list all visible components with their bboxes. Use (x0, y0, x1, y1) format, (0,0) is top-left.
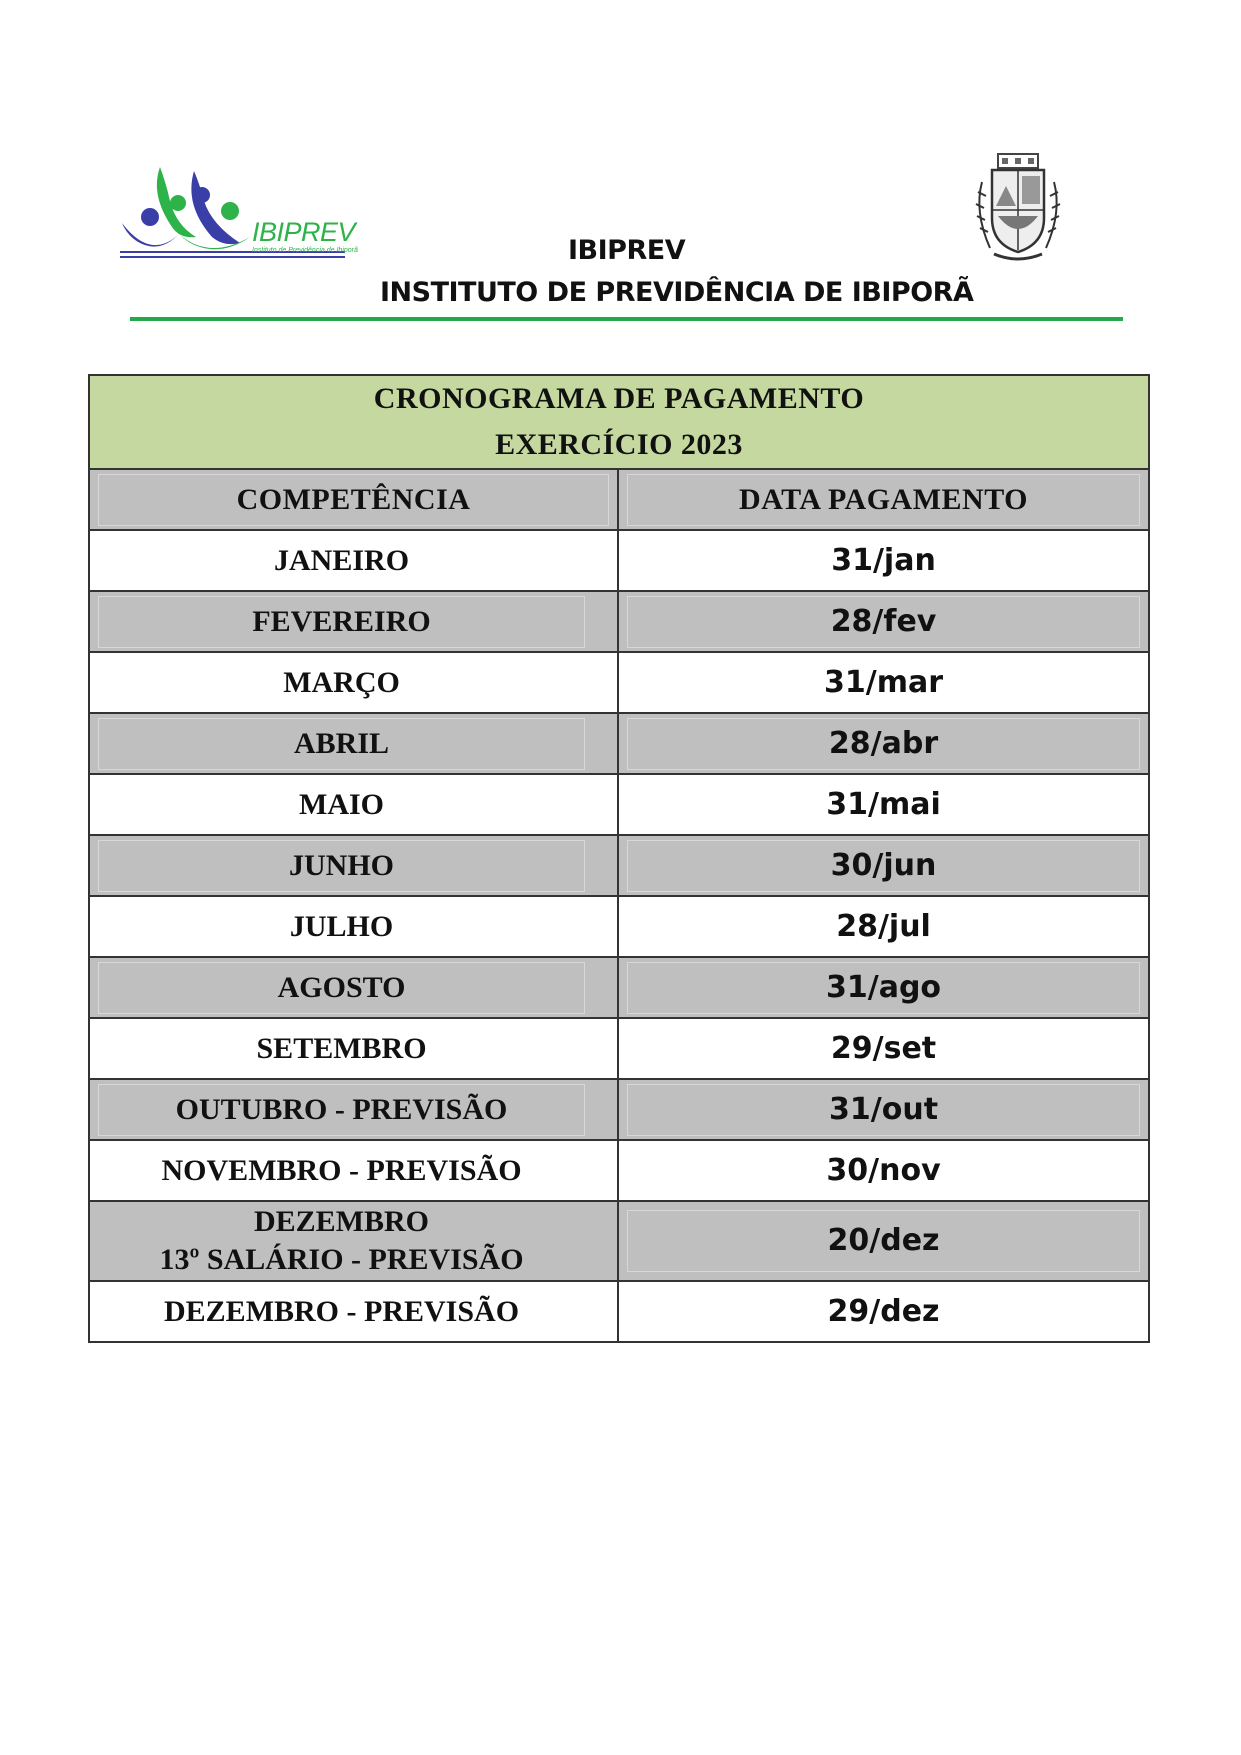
competencia-cell: OUTUBRO - PREVISÃO (89, 1079, 618, 1140)
table-row (89, 1140, 1149, 1201)
table-title-line2: EXERCÍCIO 2023 (495, 428, 743, 461)
table-row (89, 896, 1149, 957)
competencia-cell: AGOSTO (89, 957, 618, 1018)
date-cell: 29/set (618, 1018, 1149, 1079)
competencia-cell: FEVEREIRO (89, 591, 618, 652)
competencia-cell: DEZEMBRO - PREVISÃO (89, 1281, 618, 1342)
competencia-cell: SETEMBRO (89, 1018, 618, 1079)
competencia-cell: JULHO (89, 896, 618, 957)
competencia-cell (89, 1201, 618, 1281)
header-acronym: IBIPREV (568, 235, 686, 266)
date-cell: 30/jun (618, 835, 1149, 896)
logo-wordmark: IBIPREV (252, 217, 356, 247)
date-cell: 20/dez (618, 1201, 1149, 1281)
logo-tagline: Instituto de Previdência de Ibiporã (252, 247, 358, 254)
table-row (89, 957, 1149, 1018)
table-row (89, 1201, 1149, 1281)
date-cell: 31/ago (618, 957, 1149, 1018)
competencia-cell: JANEIRO (89, 530, 618, 591)
competencia-cell: JUNHO (89, 835, 618, 896)
competencia-cell: ABRIL (89, 713, 618, 774)
coat-of-arms-icon (968, 152, 1068, 262)
header-full-name: INSTITUTO DE PREVIDÊNCIA DE IBIPORÃ (380, 277, 974, 308)
table-row (89, 774, 1149, 835)
table-row (89, 713, 1149, 774)
date-cell: 28/fev (618, 591, 1149, 652)
competencia-cell: MAIO (89, 774, 618, 835)
table-row (89, 1281, 1149, 1342)
table-row (89, 1079, 1149, 1140)
table-title-line1: CRONOGRAMA DE PAGAMENTO (373, 382, 865, 415)
table-row (89, 652, 1149, 713)
column-header-competencia: COMPETÊNCIA (89, 469, 618, 530)
competencia-line2: 13º SALÁRIO - PREVISÃO (159, 1243, 524, 1276)
date-cell: 31/mai (618, 774, 1149, 835)
header-divider (130, 317, 1123, 321)
date-cell: 31/out (618, 1079, 1149, 1140)
competencia-cell: MARÇO (89, 652, 618, 713)
table-row (89, 591, 1149, 652)
date-cell: 29/dez (618, 1281, 1149, 1342)
date-cell: 30/nov (618, 1140, 1149, 1201)
payment-schedule-table (88, 374, 1150, 1343)
table-title (89, 375, 1149, 469)
date-cell: 28/abr (618, 713, 1149, 774)
date-cell: 28/jul (618, 896, 1149, 957)
table-row (89, 530, 1149, 591)
date-cell: 31/jan (618, 530, 1149, 591)
column-header-data: DATA PAGAMENTO (618, 469, 1149, 530)
table-row (89, 835, 1149, 896)
table-row (89, 1018, 1149, 1079)
competencia-line1: DEZEMBRO (254, 1205, 430, 1238)
date-cell: 31/mar (618, 652, 1149, 713)
competencia-cell: NOVEMBRO - PREVISÃO (89, 1140, 618, 1201)
